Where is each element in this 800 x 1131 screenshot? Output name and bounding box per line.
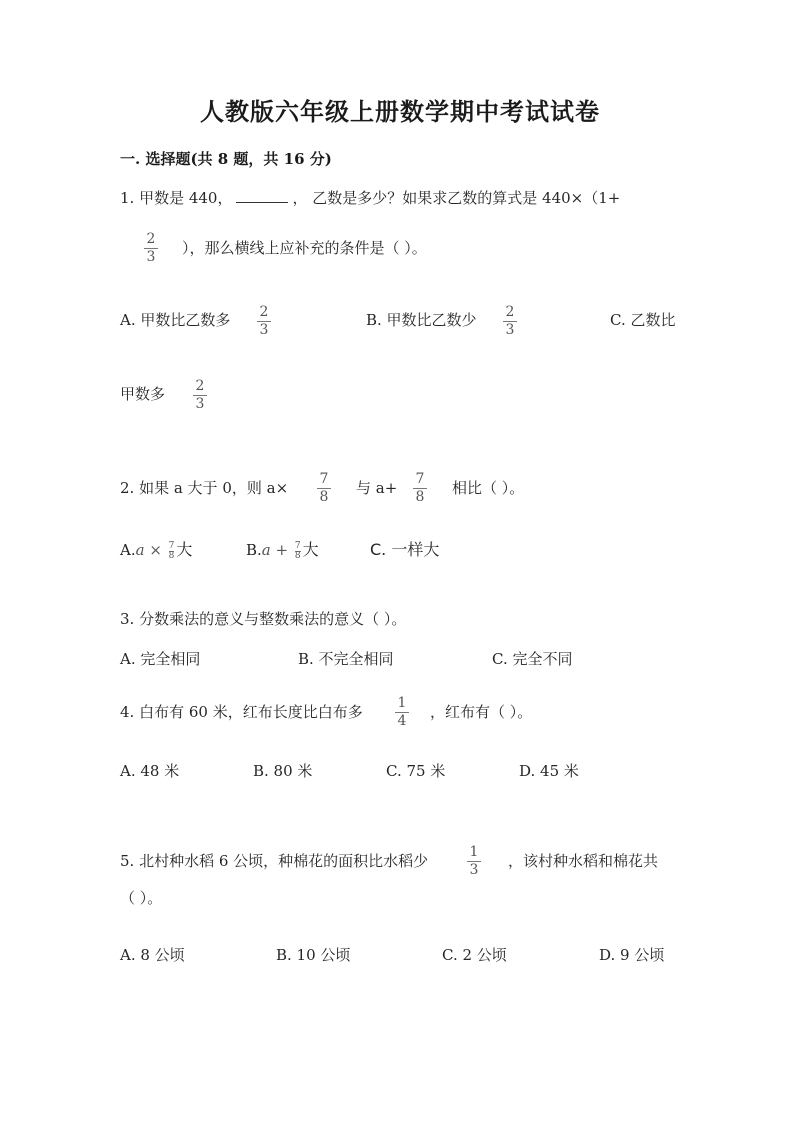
fraction-2-3: 2 3 — [143, 232, 159, 265]
fraction-2-3: 2 3 — [192, 379, 208, 412]
q4-option-b[interactable]: B. 80 米 — [253, 762, 313, 780]
q2-option-c[interactable]: C. 一样大 — [370, 540, 440, 559]
fraction-7-8: $\frac{7}{8}$ — [168, 540, 175, 561]
q1-option-a[interactable]: A. 甲数比乙数多 — [120, 311, 231, 329]
question-5-part2: ，该村种水稻和棉花共 — [508, 852, 659, 870]
fraction-7-8: 7 8 — [316, 472, 332, 505]
q5-option-d[interactable]: D. 9 公顷 — [599, 946, 665, 964]
section-heading: 一. 选择题(共 8 题，共 16 分) — [120, 150, 332, 168]
question-4-part2: ，红布有（ ）。 — [430, 703, 533, 721]
fraction-2-3: 2 3 — [256, 305, 272, 338]
fraction-1-3: 1 3 — [466, 845, 482, 878]
q2-option-a[interactable]: $A.a \times \frac{7}{8}$ 大 — [120, 540, 193, 561]
question-2-part1: 2. 如果 a 大于 0，则 a× — [120, 479, 289, 497]
question-1-text — [120, 188, 620, 208]
q5-option-a[interactable]: A. 8 公顷 — [120, 946, 185, 964]
fraction-7-8: $\frac{7}{8}$ — [294, 540, 301, 561]
question-1-part1: 1. 甲数是 440， — [120, 189, 233, 207]
q3-option-b[interactable]: B. 不完全相同 — [298, 650, 394, 668]
q2-option-b[interactable]: $B.a + \frac{7}{8}$ 大 — [246, 540, 319, 561]
question-3-text: 3. 分数乘法的意义与整数乘法的意义（ ）。 — [120, 610, 407, 628]
answer-blank — [236, 188, 288, 203]
fraction-1-4: 1 4 — [394, 696, 410, 729]
question-5-part1: 5. 北村种水稻 6 公顷，种棉花的面积比水稻少 — [120, 852, 429, 870]
question-2-part2: 与 a+ — [356, 479, 398, 497]
q4-option-a[interactable]: A. 48 米 — [120, 762, 180, 780]
q4-option-c[interactable]: C. 75 米 — [386, 762, 446, 780]
q1-option-b[interactable]: B. 甲数比乙数少 — [366, 311, 477, 329]
question-5-part3: （ ）。 — [120, 889, 163, 907]
q1-option-c-cont: 甲数多 — [120, 385, 166, 403]
page-title: 人教版六年级上册数学期中考试试卷 — [200, 97, 600, 126]
q1-option-c[interactable]: C. 乙数比 — [610, 311, 676, 329]
q5-option-b[interactable]: B. 10 公顷 — [276, 946, 351, 964]
question-1-part3: ），那么横线上应补充的条件是（ ）。 — [182, 239, 427, 257]
fraction-7-8: 7 8 — [412, 472, 428, 505]
q3-option-c[interactable]: C. 完全不同 — [492, 650, 573, 668]
question-1-part2: ， 乙数是多少？如果求乙数的算式是 440×（1+ — [292, 189, 621, 207]
q4-option-d[interactable]: D. 45 米 — [519, 762, 579, 780]
q3-option-a[interactable]: A. 完全相同 — [120, 650, 201, 668]
q5-option-c[interactable]: C. 2 公顷 — [442, 946, 507, 964]
question-4-part1: 4. 白布有 60 米，红布长度比白布多 — [120, 703, 363, 721]
fraction-2-3: 2 3 — [502, 305, 518, 338]
question-2-part3: 相比（ ）。 — [452, 479, 525, 497]
